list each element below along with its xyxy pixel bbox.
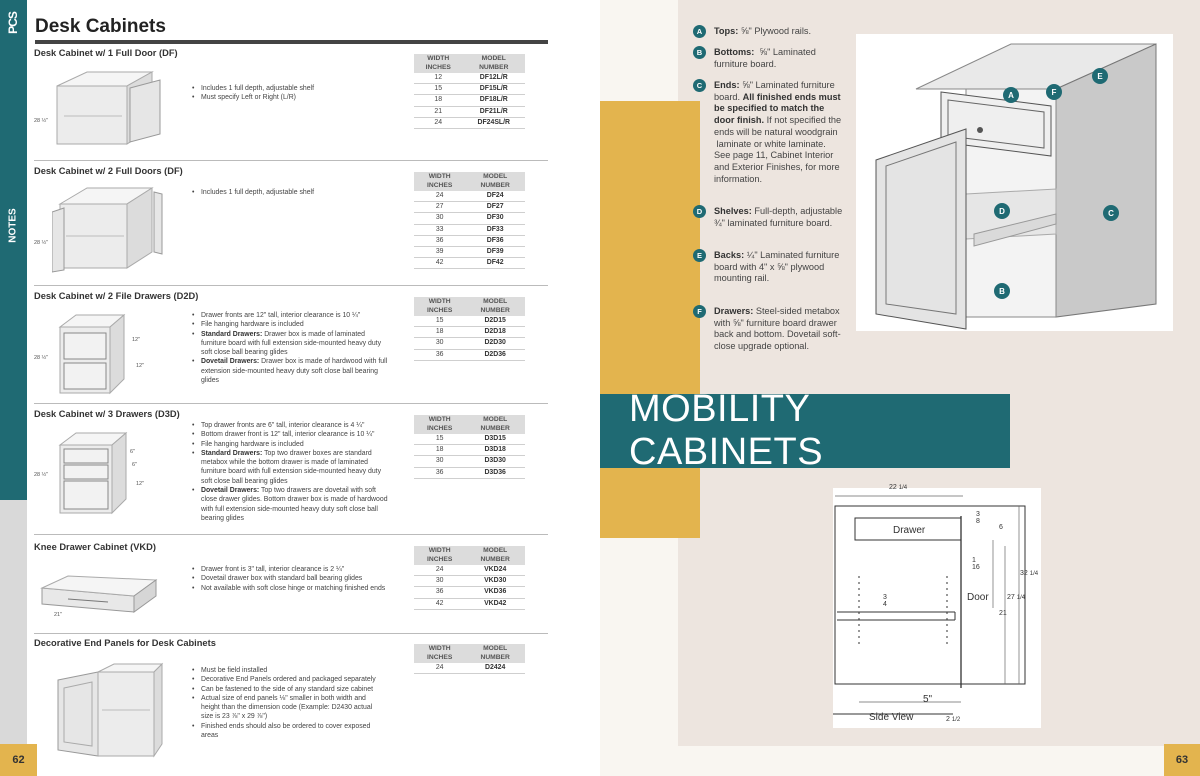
badge-a: A	[693, 25, 706, 38]
list-item: • Drawer front is 3" tall, interior clearance is 2 ¼"	[192, 565, 392, 574]
cabinet-2-doors-illustration	[52, 182, 164, 274]
table-row: 24 DF24SL/R	[414, 117, 525, 128]
drawer-dimension: 12"	[132, 337, 141, 343]
table-row: 30 VKD30	[414, 576, 525, 587]
width-header: WIDTH INCHES	[414, 172, 465, 191]
feature-list	[192, 565, 392, 593]
table-row: 18 D2D18	[414, 327, 525, 338]
table-row: 18 DF18L/R	[414, 95, 525, 106]
cabinet-cutaway-illustration	[856, 34, 1173, 331]
end-panel-illustration	[54, 660, 166, 760]
table-row: 15 D3D15	[414, 434, 525, 445]
list-item: • Can be fastened to the side of any standard size cabinet	[192, 685, 382, 694]
section-divider	[34, 633, 548, 634]
badge-c: C	[693, 79, 706, 92]
brand-text: PCS	[6, 12, 20, 34]
model-header: MODEL NUMBER	[465, 546, 525, 565]
feature-text: Drawers: Steel-sided metabox with ⅝" furniture board drawer back and bottom. Dovetail soft-close upgrade optional.	[714, 306, 841, 352]
section-df-2-doors	[34, 166, 548, 286]
table-row: 36 VKD36	[414, 587, 525, 598]
table-row: 36 D2D36	[414, 349, 525, 360]
list-item: • Decorative End Panels ordered and packaged separately	[192, 675, 382, 684]
dim-6: 6	[999, 524, 1003, 531]
width-header: WIDTH INCHES	[414, 54, 463, 73]
model-table	[414, 546, 525, 610]
list-item: • Standard Drawers: Drawer box is made of laminated furniture board with full extension side-mounted heavy duty soft close ball bearing glides	[192, 330, 392, 358]
list-item: • Dovetail Drawers: Drawer box is made of hardwood with full extension side-mounted heavy duty soft close ball bearing glides	[192, 357, 392, 385]
side-view-lines	[833, 488, 1041, 728]
height-dimension: 28 ½"	[34, 355, 49, 361]
side-view-caption: Side View	[869, 712, 914, 723]
right-page	[600, 0, 1200, 776]
feature-text: Bottoms: ⅝" Laminated furniture board.	[714, 47, 816, 69]
drawer-label: Drawer	[893, 525, 926, 536]
label-e	[1092, 68, 1108, 84]
dim-32: 32 1/4	[1020, 570, 1039, 577]
table-row: 30 D2D30	[414, 338, 525, 349]
list-item: • Standard Drawers: Top two drawer boxes are standard metabox while the bottom drawer is made of laminated furniture board with full extension side-mounted heavy duty soft close ball bearing glides	[192, 449, 392, 486]
list-item: • Includes 1 full depth, adjustable shelf	[192, 84, 314, 93]
feature-e	[696, 250, 844, 285]
table-row: 36 DF36	[414, 235, 525, 246]
list-item: • Includes 1 full depth, adjustable shelf	[192, 188, 314, 197]
badge-b: B	[693, 46, 706, 59]
section-title: Decorative End Panels for Desk Cabinets	[34, 638, 216, 648]
sidebar-teal-band	[0, 0, 27, 500]
width-header: WIDTH INCHES	[414, 415, 465, 434]
table-row: 15 DF15L/R	[414, 84, 525, 95]
title-divider	[35, 40, 548, 44]
table-row: 30 D3D30	[414, 456, 525, 467]
width-header: WIDTH INCHES	[414, 644, 465, 663]
list-item: • Actual size of end panels ⅛" smaller in both width and height than the dimension code (Example: D2430 actual size is 23 ⅞" x 29 ⅞")	[192, 694, 382, 722]
table-row: 42 DF42	[414, 258, 525, 269]
svg-text:B: B	[999, 287, 1005, 296]
section-title: Desk Cabinet w/ 3 Drawers (D3D)	[34, 409, 180, 419]
drawer-dimension: 12"	[136, 481, 145, 487]
banner-title: MOBILITY CABINETS	[600, 394, 1010, 468]
drawer-dimension: 12"	[136, 363, 145, 369]
side-view-drawing	[833, 484, 1041, 728]
list-item: • Finished ends should also be ordered to cover exposed areas	[192, 722, 382, 741]
section-title: Knee Drawer Cabinet (VKD)	[34, 542, 156, 552]
section-end-panels	[34, 638, 548, 768]
width-header: WIDTH INCHES	[414, 297, 465, 316]
cabinet-2-drawers-illustration	[52, 307, 132, 397]
model-table	[414, 644, 525, 674]
feature-list	[192, 421, 392, 523]
section-divider	[34, 534, 548, 535]
feature-list	[192, 188, 314, 197]
table-row: 27 DF27	[414, 202, 525, 213]
table-row: 33 DF33	[414, 224, 525, 235]
list-item: • Dovetail Drawers: Top two drawers are dovetail with soft close drawer glides. Bottom drawer box is made of hardwood with full extension side-mounted heavy duty soft close ball bearing glides	[192, 486, 392, 523]
list-item: • Drawer fronts are 12" tall, interior clearance is 10 ¼"	[192, 311, 392, 320]
feature-list	[192, 311, 392, 385]
width-header: WIDTH INCHES	[414, 546, 465, 565]
feature-f	[697, 306, 844, 353]
section-d3d	[34, 409, 548, 535]
table-row: 30 DF30	[414, 213, 525, 224]
model-header: MODEL NUMBER	[465, 644, 525, 663]
knee-drawer-illustration	[38, 562, 158, 616]
section-title: Desk Cabinet w/ 2 File Drawers (D2D)	[34, 291, 199, 301]
label-a	[1003, 87, 1019, 103]
section-title: Desk Cabinet w/ 1 Full Door (DF)	[34, 48, 178, 58]
list-item: • Dovetail drawer box with standard ball bearing glides	[192, 574, 392, 583]
feature-b	[696, 47, 844, 70]
height-dimension: 28 ½"	[34, 240, 49, 246]
dim-2-1-2: 2 1/2	[946, 716, 961, 723]
table-row: 42 VKD42	[414, 598, 525, 609]
svg-text:E: E	[1097, 72, 1103, 81]
list-item: • Must specify Left or Right (L/R)	[192, 93, 314, 102]
label-d	[994, 203, 1010, 219]
cabinet-1-door-illustration	[52, 66, 162, 148]
feature-list	[192, 84, 314, 103]
model-header: MODEL NUMBER	[463, 54, 525, 73]
drawer-dimension: 6"	[130, 449, 136, 455]
door-label: Door	[967, 592, 989, 603]
list-item: • Bottom drawer front is 12" tall, interior clearance is 10 ¼"	[192, 430, 392, 439]
dim-27: 27 1/4	[1007, 594, 1026, 601]
feature-text: Ends: ⅝" Laminated furniture board. All finished ends must be specified to match the door finish. If not specified the ends will be natural woodgrain laminate or white laminate. See page 11, Cabinet Interior and Exterior Finishes, for more information.	[714, 80, 842, 184]
section-divider	[34, 403, 548, 404]
table-row: 15 D2D15	[414, 316, 525, 327]
svg-text:C: C	[1108, 209, 1114, 218]
table-row: 24 VKD24	[414, 565, 525, 576]
list-item: • File hanging hardware is included	[192, 440, 392, 449]
label-b	[994, 283, 1010, 299]
section-vkd	[34, 542, 548, 634]
section-divider	[34, 285, 548, 286]
model-header: MODEL NUMBER	[465, 172, 525, 191]
list-item: • Top drawer fronts are 6" tall, interior clearance is 4 ¼"	[192, 421, 392, 430]
section-df-1-door	[34, 48, 548, 161]
table-row: 12 DF12L/R	[414, 73, 525, 84]
svg-text:A: A	[1008, 91, 1014, 100]
feature-c	[696, 80, 844, 185]
notes-tab[interactable]	[0, 205, 27, 245]
section-divider	[34, 160, 548, 161]
model-table	[414, 172, 525, 269]
page-number-right: 63	[1164, 744, 1200, 776]
section-d2d	[34, 291, 548, 404]
badge-d: D	[693, 205, 706, 218]
feature-text: Shelves: Full-depth, adjustable ¾" laminated furniture board.	[714, 206, 843, 228]
brand-logo	[2, 6, 24, 40]
page-number-left: 62	[0, 744, 37, 776]
feature-text: Tops: ⅝" Plywood rails.	[714, 26, 812, 36]
badge-e: E	[693, 249, 706, 262]
cabinet-3-drawers-illustration	[52, 425, 134, 517]
dim-21: 21	[999, 610, 1007, 617]
feature-d	[696, 206, 844, 229]
svg-text:F: F	[1051, 88, 1057, 97]
model-header: MODEL NUMBER	[465, 415, 525, 434]
model-header: MODEL NUMBER	[465, 297, 525, 316]
model-table	[414, 415, 525, 479]
dim-top-width: 22 1/4	[889, 484, 908, 491]
svg-text:D: D	[999, 207, 1005, 216]
table-row: 39 DF39	[414, 247, 525, 258]
dim-5: 5"	[923, 694, 933, 705]
dim-3-4: 3 4	[883, 594, 887, 608]
label-f	[1046, 84, 1062, 100]
table-row: 24 DF24	[414, 191, 525, 202]
list-item: • File hanging hardware is included	[192, 320, 392, 329]
table-row: 24 D2424	[414, 663, 525, 674]
height-dimension: 28 ½"	[34, 472, 49, 478]
feature-text: Backs: ¼" Laminated furniture board with 4" x ⅝" plywood mounting rail.	[714, 250, 840, 284]
width-dimension: 21"	[54, 612, 63, 618]
notes-tab-label: NOTES	[8, 207, 20, 243]
dim-1-16: 1 16	[972, 557, 980, 571]
feature-list	[192, 666, 382, 740]
badge-f: F	[693, 305, 706, 318]
page-title: Desk Cabinets	[35, 16, 166, 37]
dim-3-8: 3 8	[976, 511, 980, 525]
label-c	[1103, 205, 1119, 221]
model-table	[414, 54, 525, 129]
feature-a	[696, 26, 844, 38]
section-title: Desk Cabinet w/ 2 Full Doors (DF)	[34, 166, 183, 176]
height-dimension: 28 ½"	[34, 118, 49, 124]
table-row: 21 DF21L/R	[414, 106, 525, 117]
list-item: • Not available with soft close hinge or matching finished ends	[192, 584, 392, 593]
drawer-dimension: 6"	[132, 462, 138, 468]
list-item: • Must be field installed	[192, 666, 382, 675]
model-table	[414, 297, 525, 361]
table-row: 36 D3D36	[414, 467, 525, 478]
table-row: 18 D3D18	[414, 445, 525, 456]
